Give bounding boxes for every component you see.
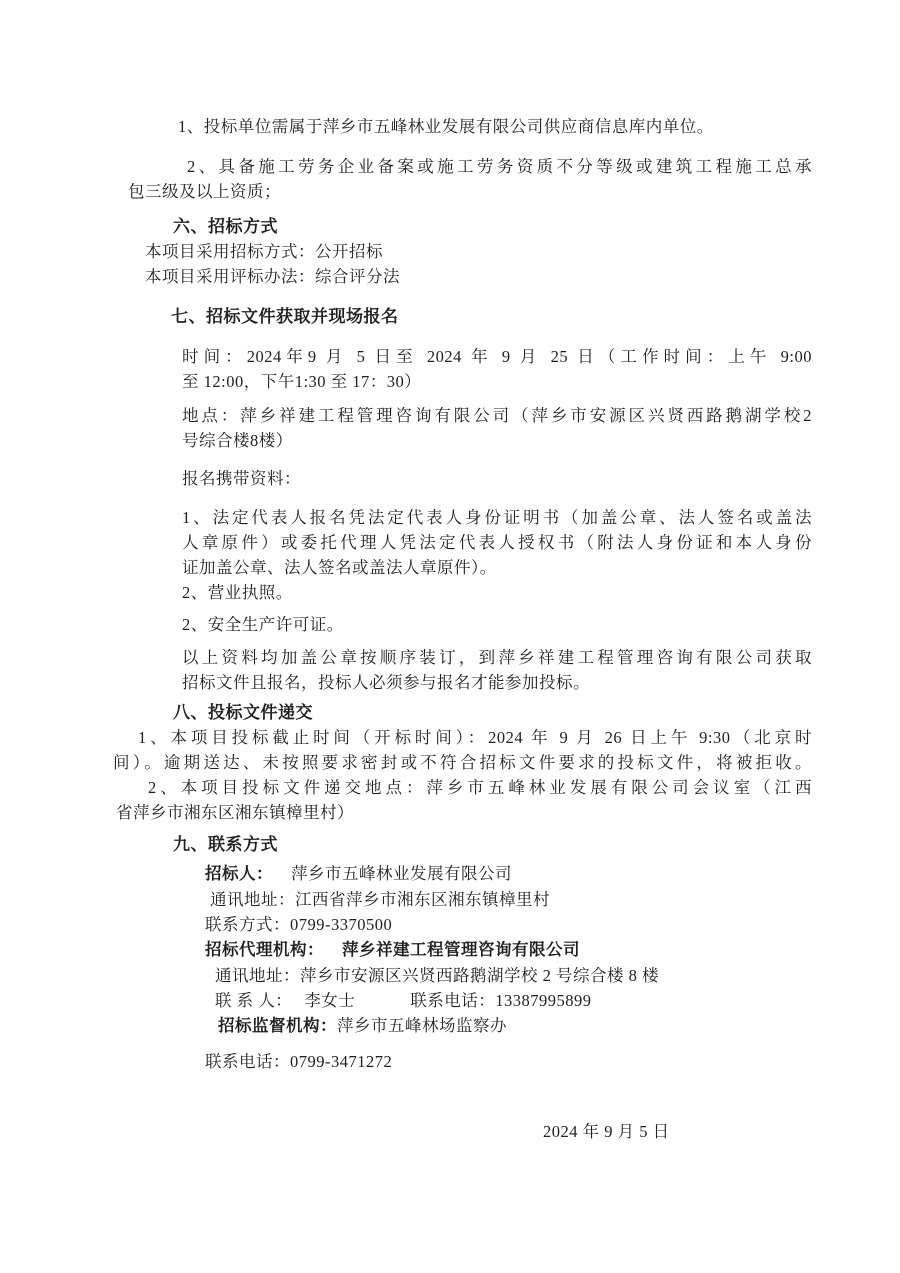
contact-phone-value: 13387995899 [495, 991, 592, 1010]
submission-place-line-1: 2、本项目投标文件递交地点：萍乡市五峰林业发展有限公司会议室（江西 [148, 778, 812, 797]
agency-line [205, 937, 812, 963]
tenderer-phone-label: 联系方式： [205, 915, 290, 934]
tenderer-line [205, 861, 812, 887]
tenderer-value: 萍乡市五峰林业发展有限公司 [291, 864, 512, 883]
tenderer-phone-value: 0799-3370500 [290, 915, 393, 934]
tenderer-phone-line [205, 912, 812, 937]
agency-contact-line [215, 988, 812, 1013]
obtain-time-line-2: 至 12:00，下午1:30 至 17：30） [182, 372, 422, 391]
material-item-1-line-3: 证加盖公章、法人签名或盖法人章原件）。 [182, 558, 497, 577]
supervisor-phone-label: 联系电话： [205, 1052, 290, 1071]
material-item-2: 2、营业执照。 [182, 583, 293, 602]
qualification-item-2-line-2: 包三级及以上资质； [128, 182, 281, 201]
contact-phone-label: 联系电话： [410, 991, 496, 1010]
contact-person-value: 李女士 [304, 991, 356, 1010]
section-7-heading: 七、招标文件获取并现场报名 [171, 307, 399, 326]
agency-address-value: 萍乡市安源区兴贤西路鹅湖学校 2 号综合楼 8 楼 [300, 966, 659, 985]
qualification-item-1: 1、投标单位需属于萍乡市五峰林业发展有限公司供应商信息库内单位。 [178, 117, 714, 136]
section-9-heading: 九、联系方式 [173, 835, 278, 854]
obtain-place-line-1: 地点：萍乡祥建工程管理咨询有限公司（萍乡市安源区兴贤西路鹅湖学校2 [182, 406, 812, 425]
evaluation-method-line: 本项目采用评标办法：综合评分法 [145, 267, 400, 286]
supervisor-value: 萍乡市五峰林场监察办 [337, 1016, 507, 1035]
material-item-3: 2、安全生产许可证。 [182, 615, 344, 634]
materials-label: 报名携带资料： [182, 469, 301, 488]
tenderer-label: 招标人： [205, 865, 273, 883]
agency-address-line [215, 963, 812, 988]
document-date: 2024 年 9 月 5 日 [543, 1122, 670, 1141]
tenderer-address-value: 江西省萍乡市湘东区湘东镇樟里村 [295, 890, 550, 909]
obtain-place-line-2: 号综合楼8楼） [182, 431, 293, 450]
section-8-heading: 八、投标文件递交 [173, 703, 313, 722]
contact-person-label: 联 系 人： [215, 991, 293, 1010]
tenderer-address-label: 通讯地址： [210, 890, 295, 909]
supervisor-phone-value: 0799-3471272 [290, 1052, 393, 1071]
submission-place-line-2: 省萍乡市湘东区湘东镇樟里村） [116, 803, 354, 822]
material-item-1-line-2: 人章原件）或委托代理人凭法定代表人授权书（附法人身份证和本人身份 [182, 533, 812, 552]
tender-method-line: 本项目采用招标方式：公开招标 [145, 242, 383, 261]
submission-deadline-line-1: 1、本项目投标截止时间（开标时间）：2024 年 9 月 26 日上午 9:30（北京时 [138, 728, 812, 747]
agency-value: 萍乡祥建工程管理咨询有限公司 [342, 941, 580, 959]
supervisor-line [218, 1013, 812, 1039]
supervisor-label: 招标监督机构： [218, 1017, 337, 1035]
tenderer-address-line [210, 887, 812, 912]
material-item-1-line-1: 1、法定代表人报名凭法定代表人身份证明书（加盖公章、法人签名或盖法 [182, 508, 812, 527]
obtain-time-line-1: 时间：2024年9 月 5 日至 2024 年 9 月 25 日（工作时间：上午 9:00 [182, 347, 812, 366]
materials-note-line-2: 招标文件且报名，投标人必须参与报名才能参加投标。 [182, 673, 590, 692]
agency-address-label: 通讯地址： [215, 966, 300, 985]
materials-note-line-1: 以上资料均加盖公章按顺序装订，到萍乡祥建工程管理咨询有限公司获取 [182, 648, 812, 667]
agency-label: 招标代理机构： [205, 941, 324, 959]
qualification-item-2-line-1: 2、具备施工劳务企业备案或施工劳务资质不分等级或建筑工程施工总承 [187, 157, 812, 176]
section-6-heading: 六、招标方式 [173, 217, 278, 236]
submission-deadline-line-2: 间）。逾期送达、未按照要求密封或不符合招标文件要求的投标文件，将被拒收。 [113, 753, 812, 772]
supervisor-phone-line [205, 1049, 812, 1074]
